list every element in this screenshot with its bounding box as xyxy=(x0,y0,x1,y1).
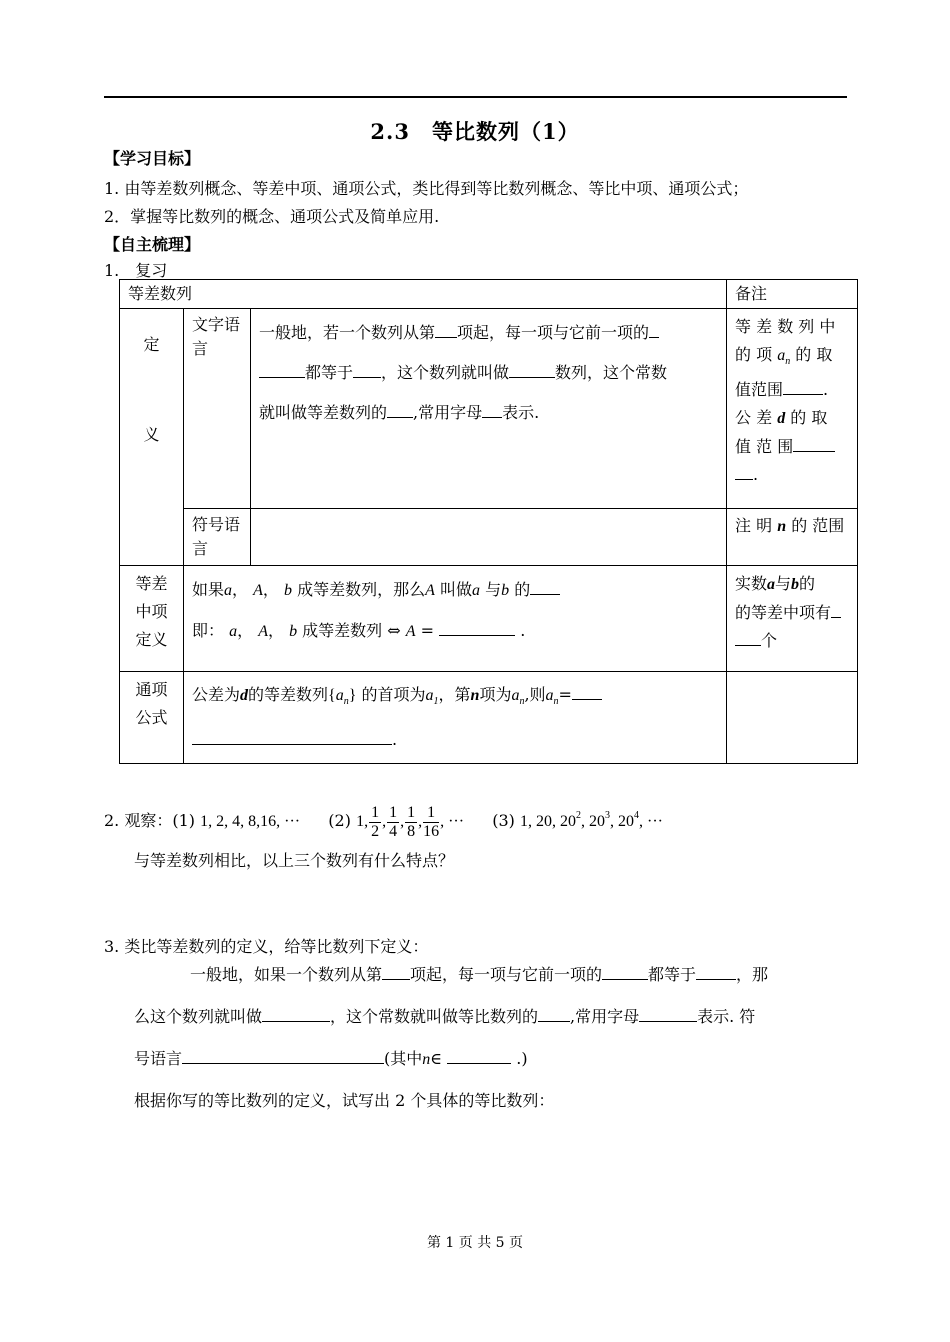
note-cell-4 xyxy=(727,672,858,764)
define-line-3: 号语言 (其中n∈ .) xyxy=(134,1049,528,1068)
blank[interactable] xyxy=(259,361,305,378)
page-title: 2.3 等比数列（1） xyxy=(370,119,580,144)
blank[interactable] xyxy=(696,963,736,980)
blank[interactable] xyxy=(602,963,648,980)
blank[interactable] xyxy=(639,1005,697,1022)
sequence-1: 1, 2, 4, 8,16, ··· xyxy=(200,813,301,831)
blank[interactable] xyxy=(509,361,555,378)
observe-line: 2. 观察：(1) 1, 2, 4, 8,16, ··· (2) 1, $\frac{1}{2}$ , $\frac{1}{4}$ , $\frac{1}{8}$ , $\frac{1}{16}$ , ··· (3) 1, 20, $20^2$, $20^3$, $20^4$, ··· xyxy=(104,804,663,840)
note-cell-3: 实数a与b的 的等差中项有 个 xyxy=(727,566,858,672)
def-label-2: 义 xyxy=(143,425,160,444)
blank[interactable] xyxy=(735,463,753,480)
define-line-1: 一般地，如果一个数列从第 项起，每一项与它前一项的 都等于 ，那 xyxy=(190,965,769,984)
goal-item-2: 2．掌握等比数列的概念、通项公式及简单应用. xyxy=(104,207,440,226)
goal-item-1: 1. 由等差数列概念、等差中项、通项公式，类比得到等比数列概念、等比中项、通项公式； xyxy=(104,179,749,198)
blank[interactable] xyxy=(447,1047,511,1064)
page-footer: 第 1 页 共 5 页 xyxy=(426,1235,524,1251)
blank[interactable] xyxy=(439,619,515,636)
review-heading: 【自主梳理】 xyxy=(104,235,201,254)
blank[interactable] xyxy=(382,963,410,980)
blank[interactable] xyxy=(262,1005,330,1022)
blank[interactable] xyxy=(182,1047,384,1064)
mid-text: 如果a， A， b 成等差数列，那么A 叫做a 与b 的 即： a， A， b 成等差数列 ⇔ A = . xyxy=(184,566,727,672)
header-rule xyxy=(104,96,847,98)
blank[interactable] xyxy=(530,578,560,595)
word-lang-label: 文字语言 xyxy=(184,309,251,509)
sequence-3: 1, 20, $20^2$, $20^3$, $20^4$, ··· xyxy=(520,810,663,831)
blank[interactable] xyxy=(735,629,761,646)
blank[interactable] xyxy=(649,321,659,338)
blank[interactable] xyxy=(353,361,381,378)
blank[interactable] xyxy=(192,728,392,745)
header-note: 备注 xyxy=(727,280,858,309)
word-lang-text: 一般地，若一个数列从第 项起，每一项与它前一项的 都等于 ，这个数列就叫做 数列，这个常数 就叫做等差数列的 ,常用字母 表示. xyxy=(251,309,727,509)
review-table xyxy=(119,279,858,764)
blank[interactable] xyxy=(538,1005,570,1022)
gen-text: 公差为d的等差数列$\{a_n\}$ 的首项为$a_1$，第n项为$a_n$,则$a_n=$ . xyxy=(184,672,727,764)
define-line-4: 根据你写的等比数列的定义，试写出 2 个具体的等比数列： xyxy=(134,1091,555,1110)
define-line-2: 么这个数列就叫做 ，这个常数就叫做等比数列的 ,常用字母 表示. 符 xyxy=(134,1007,756,1026)
review-item-label: 1. 复习 xyxy=(104,261,168,280)
sequence-2: 1, $\frac{1}{2}$ , $\frac{1}{4}$ , $\frac{1}{8}$ , $\frac{1}{16}$ , ··· xyxy=(356,804,465,840)
def-label-cell xyxy=(120,309,184,566)
blank[interactable] xyxy=(572,683,602,700)
blank[interactable] xyxy=(387,401,413,418)
blank[interactable] xyxy=(482,401,502,418)
goals-heading: 【学习目标】 xyxy=(104,149,201,168)
gen-label: 通项公式 xyxy=(120,672,184,764)
blank[interactable] xyxy=(793,435,835,452)
sym-lang-label: 符号语言 xyxy=(184,509,251,566)
blank[interactable] xyxy=(435,321,457,338)
observe-question: 与等差数列相比，以上三个数列有什么特点？ xyxy=(134,851,455,870)
blank[interactable] xyxy=(831,601,841,618)
mid-label: 等差中项定义 xyxy=(120,566,184,672)
blank[interactable] xyxy=(783,378,823,395)
def-label-1: 定 xyxy=(143,335,160,354)
header-arith: 等差数列 xyxy=(120,280,727,309)
sym-lang-text xyxy=(251,509,727,566)
note-cell-2: 注 明 n 的 范围 xyxy=(727,509,858,566)
define-label: 3. 类比等差数列的定义，给等比数列下定义： xyxy=(104,937,429,956)
note-cell-1: 等 差 数 列 中 的 项 $a_n$ 的 取 值范围 . 公 差 d 的 取 值 范 围 . xyxy=(727,309,858,509)
